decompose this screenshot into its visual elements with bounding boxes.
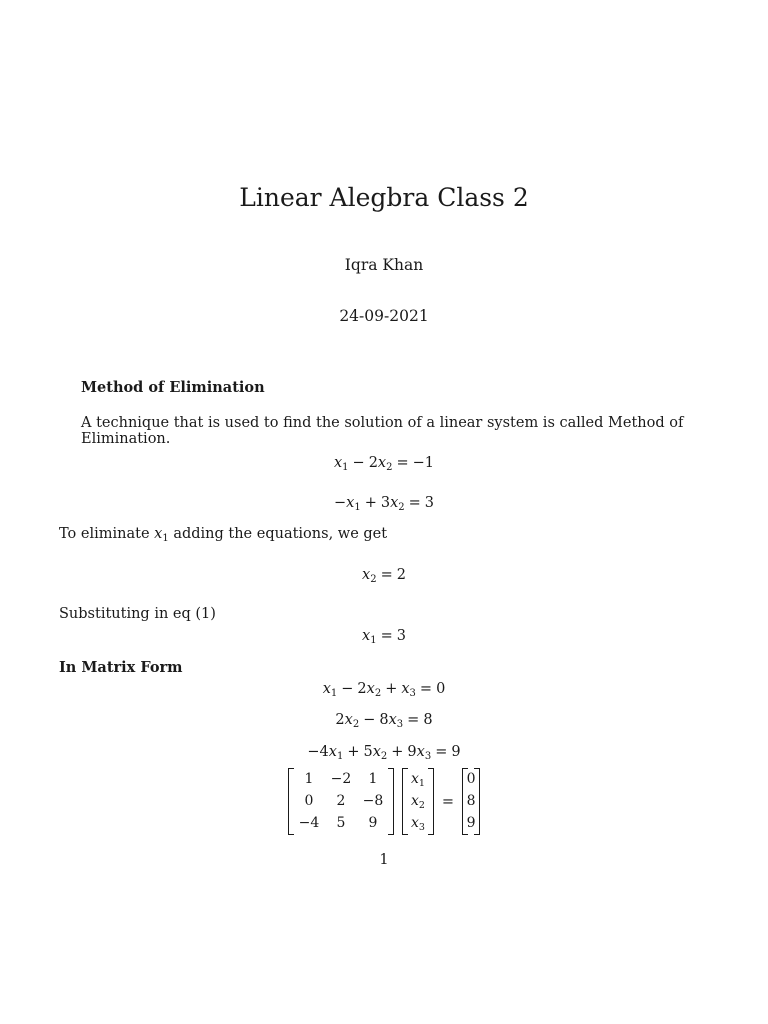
coefficient-matrix [288,768,394,835]
matrix-cell: −4 [298,815,320,831]
section-heading-matrix-form: In Matrix Form [59,659,183,676]
matrix-equation [0,768,768,835]
matrix-cell: 9 [368,815,378,831]
system-equation-1: $x_1 - 2x_2 + x_3 = 0$ [322,681,446,699]
vector-cell: $x_2$ [410,793,425,811]
matrix-cell: 5 [336,815,346,831]
equals-sign: = [441,793,455,810]
matrix-cell: −8 [362,793,384,809]
document-date: 24-09-2021 [339,307,429,325]
paragraph-substituting: Substituting in eq (1) [59,606,216,622]
equation-result-x1: $x_1 = 3$ [362,628,406,646]
document-title: Linear Alegbra Class 2 [239,183,529,212]
matrix-cell: 0 [304,793,314,809]
matrix-cell: −2 [330,771,352,787]
vector-cell: 9 [466,815,476,831]
matrix-cell: 1 [368,771,378,787]
matrix-cell: 2 [336,793,346,809]
page-number: 1 [379,852,389,868]
variable-vector [402,768,434,835]
equation-result-x2: $x_2 = 2$ [362,567,406,585]
matrix-cell: 1 [304,771,314,787]
equation-2: $-x_1 + 3x_2 = 3$ [333,495,435,513]
equation-1: $x_1 - 2x_2 = -1$ [333,455,435,473]
vector-cell: $x_1$ [410,771,425,789]
paragraph-eliminate: To eliminate $x_1$ adding the equations, we get [59,526,388,544]
vector-cell: 8 [466,793,476,809]
document-author: Iqra Khan [344,256,424,274]
system-equation-3: $-4x_1 + 5x_2 + 9x_3 = 9$ [307,744,461,762]
vector-cell: $x_3$ [410,815,425,833]
paragraph-definition: A technique that is used to find the solution of a linear system is called Method of Elimination. [81,415,684,447]
system-equation-2: $2x_2 - 8x_3 = 8$ [335,712,433,730]
section-heading-elimination: Method of Elimination [81,379,265,396]
vector-cell: 0 [466,771,476,787]
rhs-vector [462,768,480,835]
